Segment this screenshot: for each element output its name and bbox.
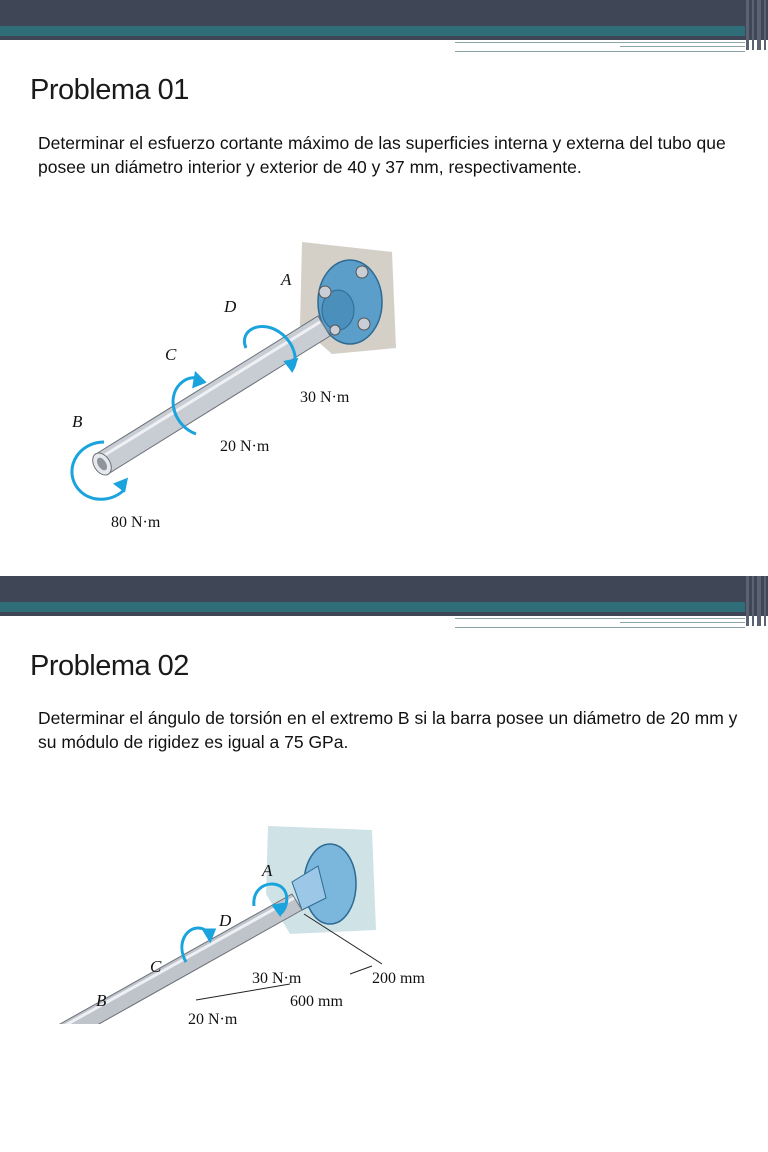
bolt-3	[358, 318, 370, 330]
problem-statement: Determinar el ángulo de torsión en el extremo B si la barra posee un diámetro de 20 mm y su módulo de rigidez es igual a 75 GPa.	[38, 708, 738, 752]
label-b: B	[96, 991, 107, 1010]
torque-label-80: 80 N·m	[111, 514, 161, 531]
header-stripes	[746, 0, 768, 50]
shaft-figure-2	[0, 824, 768, 1024]
dimension-label-200: 200 mm	[372, 970, 425, 987]
header-stripes	[746, 576, 768, 626]
bolt-1	[319, 286, 331, 298]
label-c: C	[150, 957, 162, 976]
header-accent-bar	[0, 26, 745, 36]
label-a: A	[281, 270, 292, 289]
label-b: B	[72, 412, 83, 431]
header-rule	[455, 42, 745, 52]
label-d: D	[224, 297, 237, 316]
header-rule-short	[620, 622, 745, 623]
torque-label-30: 30 N·m	[252, 970, 302, 987]
tube	[96, 316, 330, 474]
bolt-4	[330, 325, 340, 335]
slide-title: Problema 01	[30, 74, 189, 106]
header-rule-short	[620, 46, 745, 47]
bolt-2	[356, 266, 368, 278]
torque-label-20: 20 N·m	[188, 1011, 238, 1024]
slide-2	[0, 576, 768, 1152]
dimension-label-600: 600 mm	[290, 993, 343, 1010]
label-d: D	[219, 911, 232, 930]
slide-title: Problema 02	[30, 650, 189, 682]
shaft-figure-1	[0, 230, 768, 560]
torque-label-20: 20 N·m	[220, 438, 270, 455]
label-c: C	[165, 345, 177, 364]
header-rule	[455, 618, 745, 628]
label-a: A	[262, 861, 273, 880]
torque-label-30: 30 N·m	[300, 389, 350, 406]
problem-statement: Determinar el esfuerzo cortante máximo de las superficies interna y externa del tubo que posee un diámetro interior y exterior de 40 y 37 mm, respectivamente.	[38, 133, 726, 177]
header-accent-bar	[0, 602, 745, 612]
